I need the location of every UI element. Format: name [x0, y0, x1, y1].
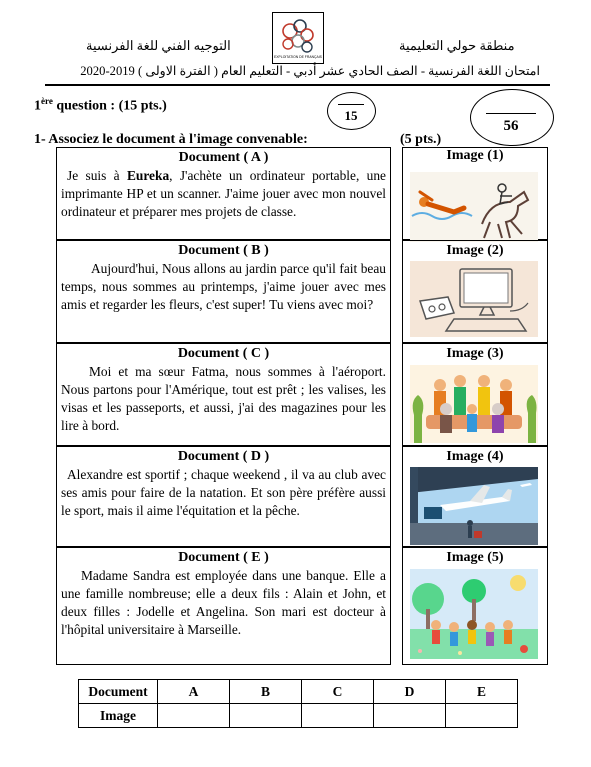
document-d-title: Document ( D ): [177, 449, 270, 464]
image-1-box: [402, 147, 548, 240]
airport-terminal-illustration-icon: [410, 467, 538, 545]
document-d-box: [56, 446, 391, 547]
document-c-title: Document ( C ): [177, 346, 270, 361]
logo-caption: EXPLOITATION DE FRANÇAIS: [274, 55, 322, 59]
instruction: 1- Associez le document à l'image convenable:: [34, 132, 308, 147]
document-a-title: Document ( A ): [178, 150, 269, 165]
column-e-header: E: [446, 680, 518, 704]
image-1-title: Image (1): [446, 148, 504, 163]
answer-cell-c[interactable]: [302, 704, 374, 728]
document-c-box: [56, 343, 391, 446]
answer-table-image-row: [79, 704, 518, 728]
instruction-points: (5 pts.): [400, 132, 442, 147]
document-b-text: Aujourd'hui, Nous allons au jardin parce qu'il fait beau temps, nous sommes au printemps, j'aime jouer avec mes amis et regarder les fleurs, c'est super! Tu viens avec moi?: [61, 261, 386, 312]
answer-cell-b[interactable]: [230, 704, 302, 728]
question-heading: 1ère question : (15 pts.): [34, 96, 167, 114]
image-row-header: Image: [79, 704, 158, 728]
document-e-text: Madame Sandra est employée dans une banque. Elle a une famille nombreuse; elle a deux fils : Alain et John, et deux filles : Jodelle et Angelina. Son mari est docteur à l'hôpital universitaire à Marseille.: [61, 568, 386, 637]
image-3-box: [402, 343, 548, 446]
image-2-title: Image (2): [446, 243, 504, 258]
document-d-text: Alexandre est sportif ; chaque weekend , il va au club avec ses amis pour faire de la natation. Et son père préfère aussi le sport, mais il aime l'équitation et la pêche.: [61, 467, 386, 518]
image-5-box: [402, 547, 548, 665]
column-a-header: A: [158, 680, 230, 704]
answer-cell-e[interactable]: [446, 704, 518, 728]
image-2-box: [402, 240, 548, 343]
header-left-arabic: التوجيه الفني للغة الفرنسية: [86, 38, 231, 53]
answer-cell-a[interactable]: [158, 704, 230, 728]
header-divider: [45, 84, 550, 86]
exam-title-arabic: امتحان اللغة الفرنسية - الصف الحادي عشر أدبي - التعليم العام ( الفترة الاولى ) 2019-2020: [80, 64, 540, 78]
score-blank-line: [338, 104, 364, 105]
family-portrait-illustration-icon: [410, 365, 538, 443]
exam-grand-total: 56: [503, 118, 519, 134]
document-e-title: Document ( E ): [178, 550, 269, 565]
image-3-title: Image (3): [446, 346, 504, 361]
column-b-header: B: [230, 680, 302, 704]
document-e-box: [56, 547, 391, 665]
image-4-box: [402, 446, 548, 547]
image-4-title: Image (4): [446, 449, 504, 464]
question-score-total: 15: [344, 108, 358, 123]
document-b-title: Document ( B ): [178, 243, 269, 258]
answer-table-document-row: [79, 680, 518, 704]
children-in-park-illustration-icon: [410, 569, 538, 659]
column-d-header: D: [374, 680, 446, 704]
ministry-logo: [272, 12, 324, 64]
document-c-text: Moi et ma sœur Fatma, nous sommes à l'aéroport. Nous partons pour l'Amérique, tout est prêt ; les valises, les visas et les passeports, et aussi, j'ai des magazines pour les lire à bord.: [61, 364, 386, 433]
exam-blank-line: [486, 113, 536, 114]
header-right-arabic: منطقة حولي التعليمية: [399, 38, 515, 53]
swimmer-and-horse-rider-sketch-icon: [410, 172, 538, 242]
column-c-header: C: [302, 680, 374, 704]
answer-table: [78, 679, 518, 728]
document-row-header: Document: [79, 680, 158, 704]
computer-and-scanner-sketch-icon: [410, 261, 538, 337]
answer-cell-d[interactable]: [374, 704, 446, 728]
document-b-box: [56, 240, 391, 343]
document-a-text: Je suis à Eureka, J'achète un ordinateur portable, une imprimante HP et un scanner. J'aime jouer avec mon nouvel ordinateur et préparer mes projets de classe.: [61, 168, 386, 219]
image-5-title: Image (5): [446, 550, 504, 565]
document-a-box: [56, 147, 391, 240]
